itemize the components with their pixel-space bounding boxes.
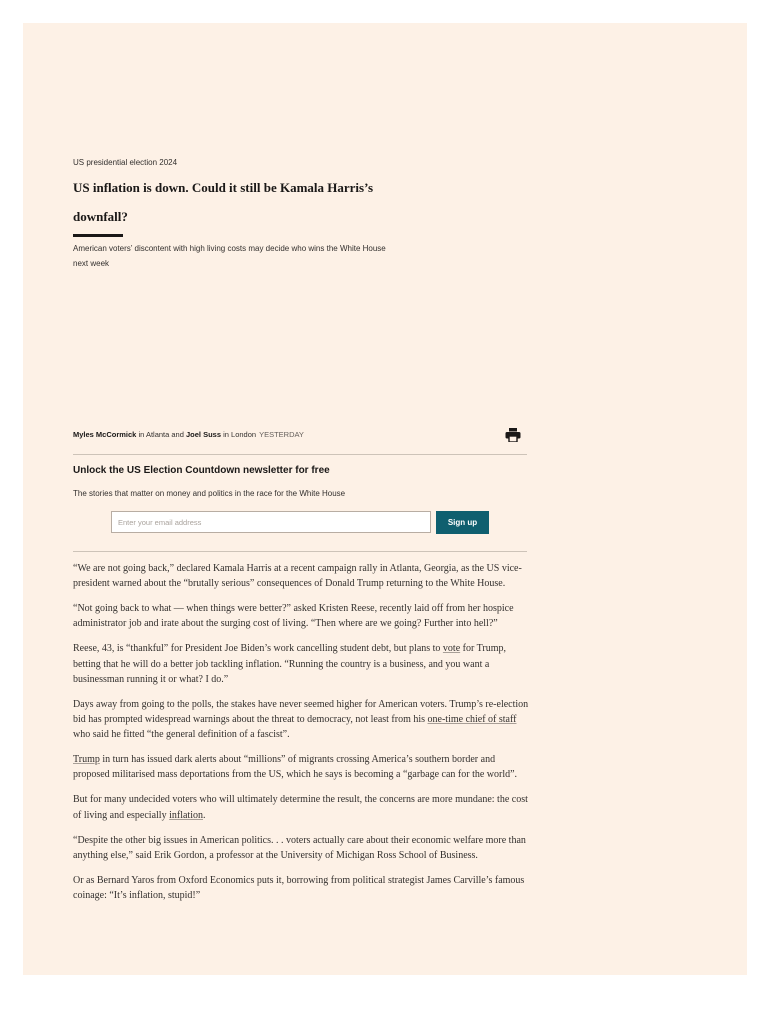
inline-link[interactable]: vote — [442, 643, 461, 655]
author-link[interactable]: Joel Suss — [185, 430, 222, 439]
body-paragraph — [73, 792, 529, 822]
article-body — [73, 561, 529, 913]
paragraph-text: who said he fitted “the general definition of a fascist”. — [73, 729, 290, 741]
article-headline: US inflation is down. Could it still be Kamala Harris’s downfall? — [73, 180, 373, 224]
inline-link[interactable]: one-time chief of staff — [427, 714, 517, 726]
paragraph-text: Reese, 43, is “thankful” for President Joe Biden’s work cancelling student debt, but plans to — [73, 643, 443, 655]
paragraph-text: . — [202, 809, 206, 821]
section-divider — [73, 454, 527, 455]
byline-location: in Atlanta and — [136, 430, 186, 439]
publish-date: YESTERDAY — [259, 430, 304, 439]
headline-divider — [73, 234, 123, 237]
author-link[interactable]: Myles McCormick — [73, 430, 137, 439]
byline-location: in London — [221, 430, 257, 439]
paragraph-text: for Trump, betting that he will do a better job tackling inflation. “Running the country is a business, and you want a businessman running it or what? I do.” — [73, 643, 506, 685]
article-page — [23, 23, 747, 975]
inline-link[interactable]: Trump — [73, 754, 100, 766]
printer-icon[interactable] — [505, 428, 521, 442]
section-divider — [73, 551, 527, 552]
body-paragraph: “Despite the other big issues in American politics. . . voters actually care about their economic welfare more than anything else,” said Erik Gordon, a professor at the University of Michigan Ross School of Business. — [73, 834, 526, 861]
article-standfirst: American voters’ discontent with high living costs may decide who wins the White House next week — [73, 244, 386, 268]
newsletter-title: Unlock the US Election Countdown newsletter for free — [73, 465, 330, 476]
body-paragraph — [73, 641, 529, 687]
inline-link[interactable]: inflation — [169, 809, 203, 821]
body-paragraph: “Not going back to what — when things were better?” asked Kristen Reese, recently laid off from her hospice administrator job and irate about the surging cost of living. “Then where are we going? Further into hell?” — [73, 603, 514, 630]
paragraph-text: in turn has issued dark alerts about “millions” of migrants crossing America’s southern border and proposed militarised mass deportations from the US, which he says is becoming a “garbage can for the world”. — [73, 754, 518, 781]
newsletter-description: The stories that matter on money and politics in the race for the White House — [73, 489, 346, 498]
signup-button[interactable]: Sign up — [436, 511, 489, 534]
email-input[interactable] — [111, 511, 431, 533]
body-paragraph — [73, 752, 529, 782]
article-byline — [73, 430, 304, 439]
paragraph-text: But for many undecided voters who will ultimately determine the result, the concerns are more mundane: the cost of living and especially — [73, 794, 528, 821]
body-paragraph — [73, 697, 529, 743]
article-kicker[interactable]: US presidential election 2024 — [73, 158, 178, 167]
body-paragraph: Or as Bernard Yaros from Oxford Economics puts it, borrowing from political strategist James Carville’s famous coinage: “It’s inflation, stupid!” — [73, 874, 525, 902]
paragraph-text: Days away from going to the polls, the stakes have never seemed higher for American voters. Trump’s re-election bid has prompted widespread warnings about the threat to democracy, not least from his — [73, 698, 529, 726]
body-paragraph: “We are not going back,” declared Kamala Harris at a recent campaign rally in Atlanta, Georgia, as the US vice-president warned about the “brutally serious” consequences of Donald Trump returning to the White House. — [73, 563, 522, 590]
